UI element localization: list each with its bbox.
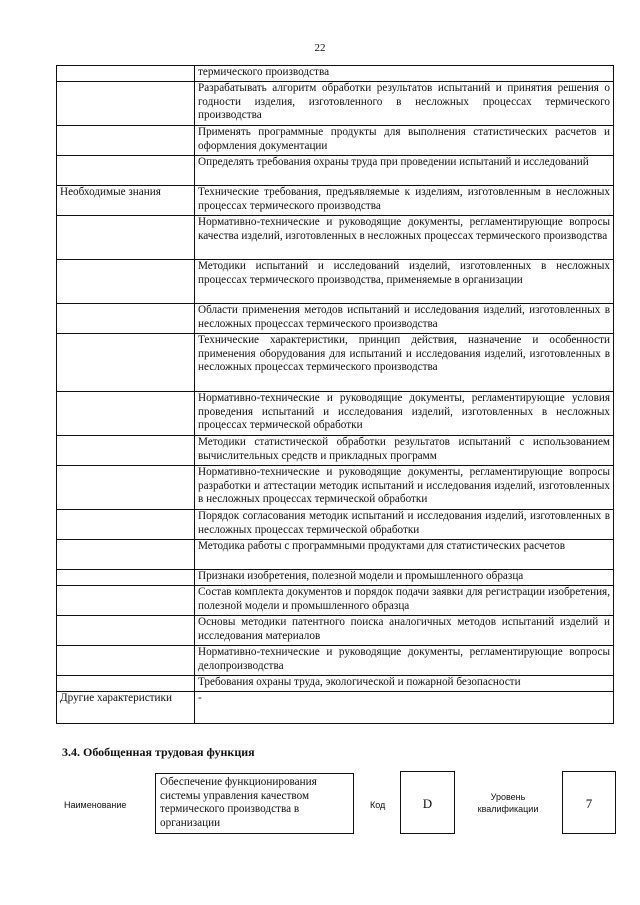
row-text: Нормативно-технические и руководящие документы, регламентирующие вопросы разработки и аттестации методик испытаний и исследования изделий, изготовленных в несложных процессах термической обработки <box>195 466 614 510</box>
row-label <box>57 436 195 466</box>
row-label <box>57 392 195 436</box>
row-text: Нормативно-технические и руководящие документы, регламентирующие вопросы делопроизводства <box>195 646 614 676</box>
code-value-box: D <box>400 771 455 834</box>
table-row <box>57 260 614 304</box>
row-label <box>57 570 195 586</box>
table-row <box>57 334 614 392</box>
row-text: Технические характеристики, принцип действия, назначение и особенности применения оборудования для испытаний и исследования изделий, изготовленных в несложных процессах термического производства <box>195 334 614 392</box>
row-text: Порядок согласования методик испытаний и исследования изделий, изготовленных в несложных процессах термической обработки <box>195 510 614 540</box>
row-text: Нормативно-технические и руководящие документы, регламентирующие вопросы качества изделий, изготовленных в несложных процессах термического производства <box>195 216 614 260</box>
table-row <box>57 66 614 82</box>
table-row <box>57 466 614 510</box>
table-row <box>57 586 614 616</box>
row-label <box>57 466 195 510</box>
row-label-knowledge: Необходимые знания <box>57 186 195 216</box>
level-value-box: 7 <box>562 771 616 834</box>
row-label <box>57 540 195 570</box>
row-text: Методики статистической обработки результатов испытаний с использованием вычислительных средств и прикладных программ <box>195 436 614 466</box>
row-label <box>57 260 195 304</box>
table-row <box>57 304 614 334</box>
row-text: Разрабатывать алгоритм обработки результатов испытаний и принятия решения о годности изделия, изготовленного в несложных процессах термического производства <box>195 82 614 126</box>
table-row <box>57 510 614 540</box>
table-row <box>57 570 614 586</box>
row-label-other: Другие характеристики <box>57 692 195 724</box>
row-label <box>57 304 195 334</box>
row-label <box>57 616 195 646</box>
row-text: термического производства <box>195 66 614 82</box>
table-row <box>57 82 614 126</box>
row-label <box>57 66 195 82</box>
row-text: Технические требования, предъявляемые к изделиям, изготовленным в несложных процессах термического производства <box>195 186 614 216</box>
table-row <box>57 646 614 676</box>
table-row <box>57 392 614 436</box>
level-label: Уровень квалификации <box>477 792 539 814</box>
row-label <box>57 334 195 392</box>
row-text: Требования охраны труда, экологической и пожарной безопасности <box>195 676 614 692</box>
row-text: Методика работы с программными продуктами для статистических расчетов <box>195 540 614 570</box>
row-label <box>57 510 195 540</box>
row-label <box>57 216 195 260</box>
table-row <box>57 126 614 156</box>
row-text: Области применения методов испытаний и исследования изделий, изготовленных в несложных процессах термического производства <box>195 304 614 334</box>
row-label <box>57 676 195 692</box>
row-text: Признаки изобретения, полезной модели и промышленного образца <box>195 570 614 586</box>
row-text: Основы методики патентного поиска аналогичных методов испытаний изделий и исследования материалов <box>195 616 614 646</box>
skills-knowledge-table <box>56 65 614 724</box>
row-label <box>57 156 195 186</box>
table-row <box>57 692 614 724</box>
row-text: Нормативно-технические и руководящие документы, регламентирующие условия проведения испытаний и исследования изделий, изготовленных в несложных процессах термической обработки <box>195 392 614 436</box>
row-text: Применять программные продукты для выполнения статистических расчетов и оформления документации <box>195 126 614 156</box>
name-value-box: Обеспечение функционирования системы управления качеством термического производства в организации <box>155 773 354 834</box>
table-row <box>57 186 614 216</box>
page-number: 22 <box>314 42 326 54</box>
row-label <box>57 646 195 676</box>
row-label <box>57 126 195 156</box>
row-text: Методики испытаний и исследований изделий, изготовленных в несложных процессах термического производства, применяемые в организации <box>195 260 614 304</box>
table-row <box>57 216 614 260</box>
code-label: Код <box>370 800 386 810</box>
row-label <box>57 82 195 126</box>
row-label <box>57 586 195 616</box>
name-label: Наименование <box>64 800 127 810</box>
row-text: - <box>195 692 614 724</box>
row-text: Определять требования охраны труда при проведении испытаний и исследований <box>195 156 614 186</box>
table-row <box>57 436 614 466</box>
row-text: Состав комплекта документов и порядок подачи заявки для регистрации изобретения, полезной модели и промышленного образца <box>195 586 614 616</box>
section-heading: 3.4. Обобщенная трудовая функция <box>62 745 255 759</box>
table-row <box>57 540 614 570</box>
table-row <box>57 156 614 186</box>
table-row <box>57 676 614 692</box>
table-row <box>57 616 614 646</box>
